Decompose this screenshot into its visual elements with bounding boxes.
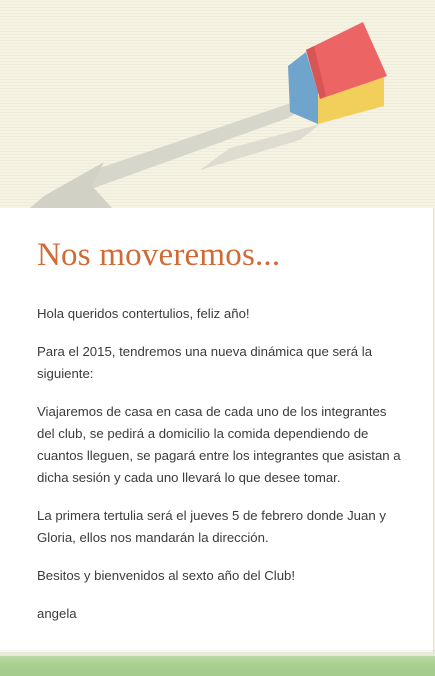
paragraph-greeting: Hola queridos contertulios, feliz año! (37, 306, 250, 321)
arrow-shaft (72, 102, 312, 196)
paragraph-closing: Besitos y bienvenidos al sexto año del Club! (37, 568, 296, 583)
paragraph-first-meeting: La primera tertulia será el jueves 5 de febrero donde Juan y Gloria, ellos nos mandarán la dirección. (37, 508, 386, 545)
paragraph-intro: Para el 2015, tendremos una nueva dinámica que será la siguiente: (37, 344, 373, 381)
email-body (37, 303, 407, 641)
paragraph-details: Viajaremos de casa en casa de cada uno de los integrantes del club, se pedirá a domicilio la comida dependiendo de cuantos lleguen, se pagará entre los integrantes que asistan a dicha sesión y cada uno llevará lo que desee tomar. (37, 404, 401, 485)
footer-bar (0, 652, 435, 676)
email-card (0, 208, 434, 652)
email-title: Nos moveremos... (37, 237, 281, 273)
signature: angela (37, 606, 77, 621)
header-illustration (0, 0, 435, 208)
house-with-arrow-icon (0, 0, 435, 208)
